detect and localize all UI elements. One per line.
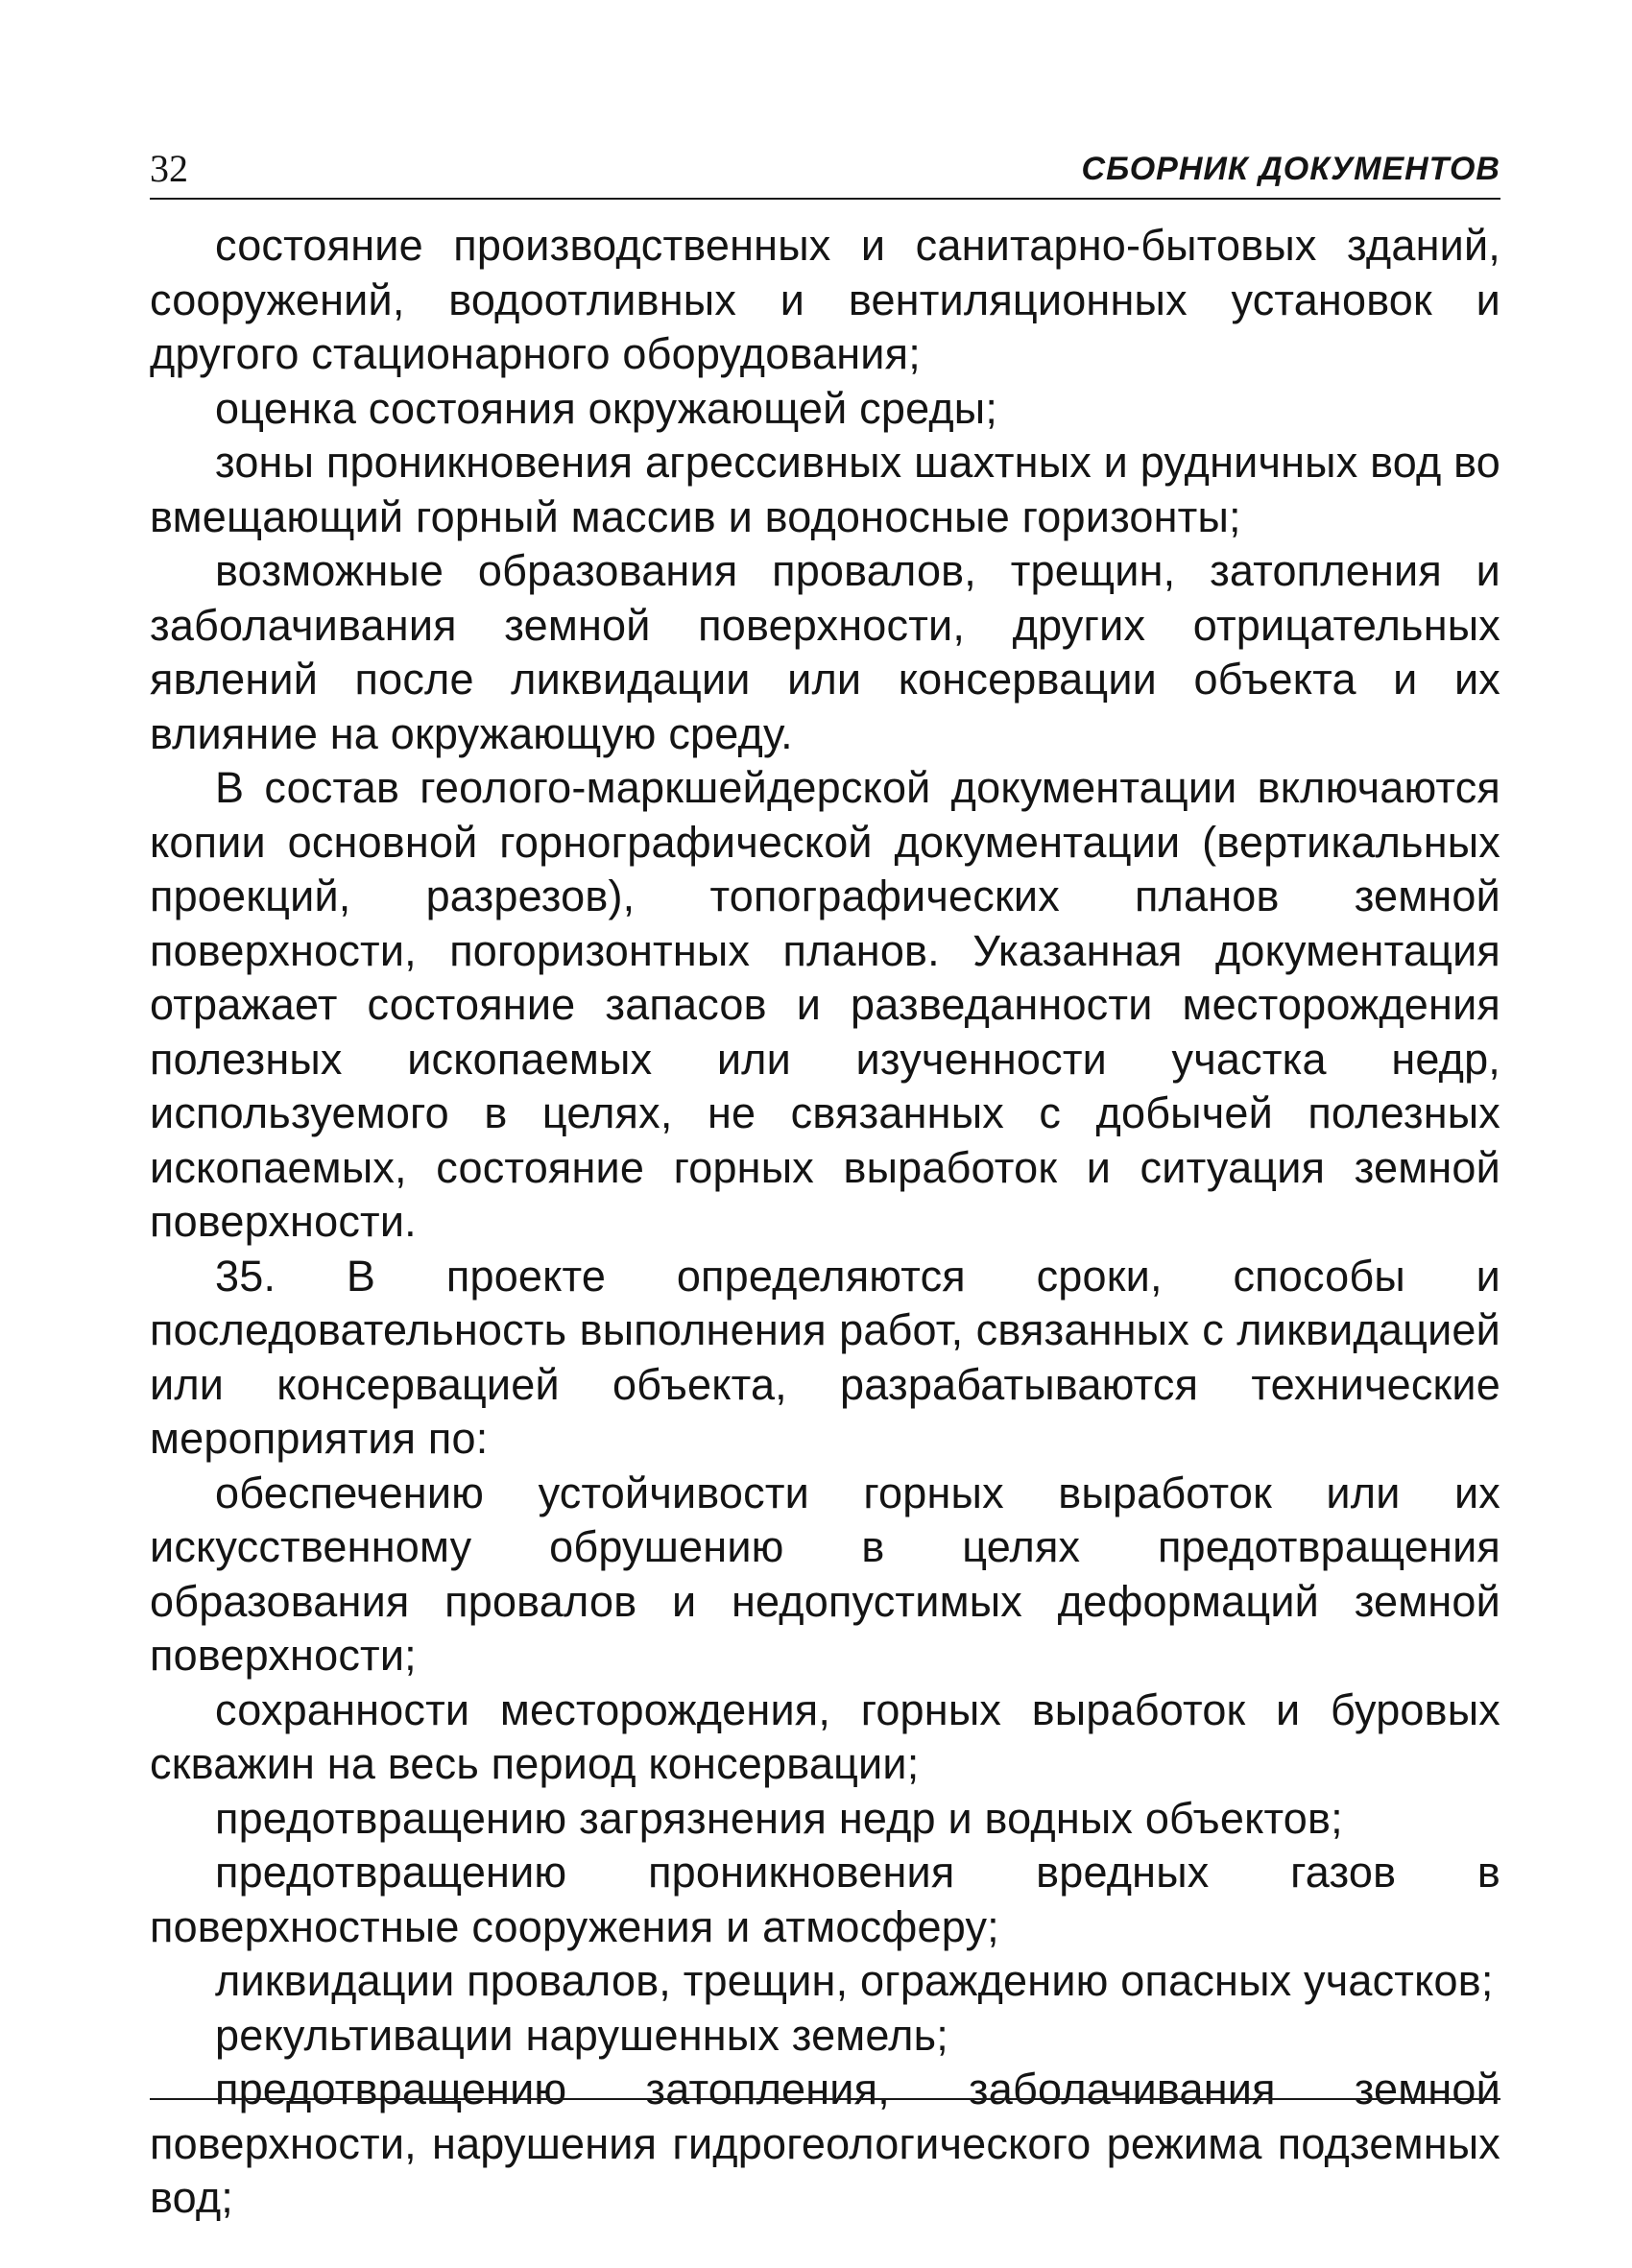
running-title: СБОРНИК ДОКУМЕНТОВ: [1081, 151, 1500, 187]
paragraph: 35. В проекте определяются сроки, способы и последовательность выполнения работ, связанных с ликвидацией или консервацией объекта, разрабатываются технические мероприятия по:: [150, 1251, 1500, 1463]
paragraph: состояние производственных и санитарно-бытовых зданий, сооружений, водоотливных и вентиляционных установок и другого стационарного оборудования;: [150, 221, 1500, 378]
paragraph: обеспечению устойчивости горных выработок или их искусственному обрушению в целях предотвращения образования провалов и недопустимых деформаций земной поверхности;: [150, 1468, 1500, 1680]
page-number: 32: [150, 147, 188, 190]
body-text: [150, 219, 1500, 2226]
paragraph: предотвращению проникновения вредных газов в поверхностные сооружения и атмосферу;: [150, 1848, 1500, 1951]
page-header: [150, 144, 1500, 200]
paragraph: ликвидации провалов, трещин, ограждению опасных участков;: [215, 1956, 1494, 2005]
footer-rule: [150, 2098, 1500, 2100]
paragraph: сохранности месторождения, горных выработок и буровых скважин на весь период консервации;: [150, 1684, 1500, 1788]
paragraph: зоны проникновения агрессивных шахтных и рудничных вод во вмещающий горный массив и водоносные горизонты;: [150, 438, 1500, 541]
paragraph: возможные образования провалов, трещин, затопления и заболачивания земной поверхности, других отрицательных явлений после ликвидации или консервации объекта и их влияние на окружающую среду.: [150, 546, 1500, 758]
paragraph: рекультивации нарушенных земель;: [215, 2010, 948, 2060]
paragraph: предотвращению загрязнения недр и водных объектов;: [215, 1793, 1343, 1843]
paragraph: предотвращению затопления, заболачивания земной поверхности, нарушения гидрогеологического режима подземных вод;: [150, 2065, 1500, 2222]
paragraph: В состав геолого-маркшейдерской документации включаются копии основной горнографической документации (вертикальных проекций, разрезов), топографических планов земной поверхности, погоризонтных планов. Указанная документация отражает состояние запасов и разведанности месторождения полезных ископаемых или изученности участка недр, используемого в целях, не связанных с добычей полезных ископаемых, состояние горных выработок и ситуация земной поверхности.: [150, 763, 1500, 1246]
paragraph: оценка состояния окружающей среды;: [215, 383, 998, 433]
